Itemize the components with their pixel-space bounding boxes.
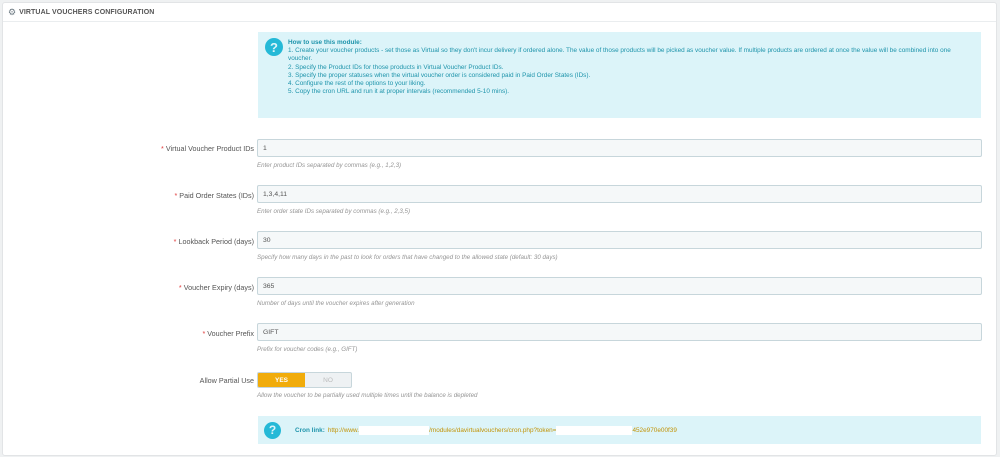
partial-use-no-option[interactable]: NO: [323, 376, 333, 384]
cron-link-label: Cron link:: [295, 426, 325, 434]
field-help: Enter order state IDs separated by commas (e.g., 2,3,5): [257, 208, 411, 215]
help-heading: How to use this module:: [288, 39, 362, 46]
help-step: 2. Specify the Product IDs for those products in Virtual Voucher Product IDs.: [288, 63, 504, 71]
required-marker: *: [173, 237, 177, 246]
help-steps: [288, 47, 973, 96]
redacted-area: [556, 426, 632, 435]
lookback-period-input[interactable]: 30: [257, 231, 982, 249]
redacted-area: [359, 426, 429, 435]
panel-heading: [3, 3, 996, 22]
required-marker: *: [178, 283, 182, 292]
field-label: * Voucher Prefix: [202, 329, 254, 338]
field-help: Allow the voucher to be partially used multiple times until the balance is depleted: [257, 392, 478, 399]
cron-info-box: [258, 416, 981, 444]
field-help: Specify how many days in the past to look for orders that have changed to the allowed state (default: 30 days): [257, 254, 558, 261]
field-help: Enter product IDs separated by commas (e.g., 1,2,3): [257, 162, 402, 169]
product-ids-input[interactable]: 1: [257, 139, 982, 157]
paid-order-states-input[interactable]: 1,3,4,11: [257, 185, 982, 203]
field-help: Number of days until the voucher expires after generation: [257, 300, 415, 307]
help-step: 3. Specify the proper statuses when the virtual voucher order is considered paid in Paid Order States (IDs).: [288, 71, 591, 79]
cogs-icon: ⚙: [8, 6, 17, 17]
question-circle-icon: ?: [264, 422, 281, 439]
help-step: 5. Copy the cron URL and run it at proper intervals (recommended 5-10 mins).: [288, 88, 510, 96]
help-step: 1. Create your voucher products - set those as Virtual so they don't incur delivery if ordered alone. The value of those products will be picked as voucher value. If multiple products are ordered at once the value will be combined into one voucher.: [288, 47, 951, 63]
field-label: * Voucher Expiry (days): [178, 283, 254, 292]
panel-title: VIRTUAL VOUCHERS CONFIGURATION: [19, 8, 155, 16]
cron-link[interactable]: http://www. /modules/davirtualvouchers/cron.php?token= 452e970e00f39: [327, 426, 677, 434]
required-marker: *: [202, 329, 206, 338]
required-marker: *: [161, 144, 164, 153]
partial-use-yes-option[interactable]: YES: [258, 373, 305, 387]
required-marker: *: [174, 191, 178, 200]
field-label: Allow Partial Use: [199, 376, 254, 385]
partial-use-switch[interactable]: [257, 372, 352, 388]
voucher-expiry-input[interactable]: 365: [257, 277, 982, 295]
question-circle-icon: ?: [265, 38, 283, 56]
field-label: * Lookback Period (days): [173, 237, 254, 246]
field-help: Prefix for voucher codes (e.g., GIFT): [257, 346, 358, 353]
voucher-prefix-input[interactable]: GIFT: [257, 323, 982, 341]
field-label: * Virtual Voucher Product IDs: [161, 144, 254, 153]
help-info-box: [258, 32, 981, 118]
field-label: * Paid Order States (IDs): [174, 191, 254, 200]
help-step: 4. Configure the rest of the options to your liking.: [288, 80, 426, 88]
